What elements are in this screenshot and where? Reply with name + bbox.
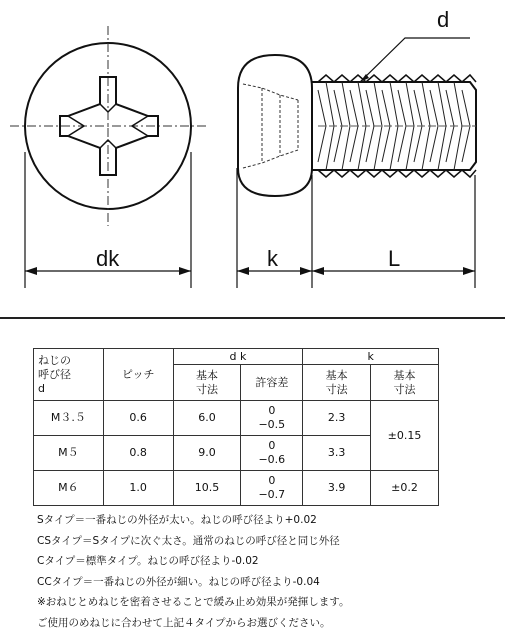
header-dk: d k [173,349,303,365]
note-line: CSタイプ＝Sタイプに次ぐ太さ。通常のねじの呼び径と同じ外径 [37,534,340,547]
notes [37,510,497,633]
label-k: k [267,246,278,271]
note-line: CCタイプ＝一番ねじの外径が細い。ねじの呼び径より-0.04 [37,575,320,588]
header-nominal-diameter: ねじの 呼び径 d [34,349,104,401]
note-line: Sタイプ＝一番ねじの外径が太い。ねじの呼び径より+0.02 [37,514,317,526]
header-k: k [303,349,439,365]
header-k-basic: 基本 寸法 [303,365,371,401]
header-k-basic-2: 基本 寸法 [371,365,439,401]
k-tolerance-cell: ±0.15 [371,401,439,471]
header-dk-tolerance: 許容差 [241,365,303,401]
k-tolerance-cell-m6: ±0.2 [371,471,439,506]
dimension-lines [25,152,475,288]
note-line: Cタイプ＝標準タイプ。ねじの呼び径より-0.02 [37,555,259,567]
section-divider [0,317,505,319]
label-dk: dk [96,246,120,271]
pan-head [238,55,312,196]
header-pitch: ピッチ [103,349,173,401]
screw-side-view [238,38,476,196]
header-dk-basic: 基本 寸法 [173,365,241,401]
label-d: d [437,7,450,32]
screw-drawing [0,0,505,318]
table-row: M６ 1.0 10.5 0 −0.7 3.9 ±0.2 [34,471,439,506]
dimension-table [33,348,439,506]
head-top-view [10,26,206,226]
table-row: M５ 0.8 9.0 0 −0.6 3.3 [34,436,439,471]
label-L: L [388,246,401,271]
note-line: ※おねじとめねじを密着させることで緩み止め効果が発揮します。 [37,596,350,608]
note-line: ご使用のめねじに合わせて上記４タイプからお選びください。 [37,616,331,629]
table-row: M３.５ 0.6 6.0 0 −0.5 2.3 ±0.15 [34,401,439,436]
